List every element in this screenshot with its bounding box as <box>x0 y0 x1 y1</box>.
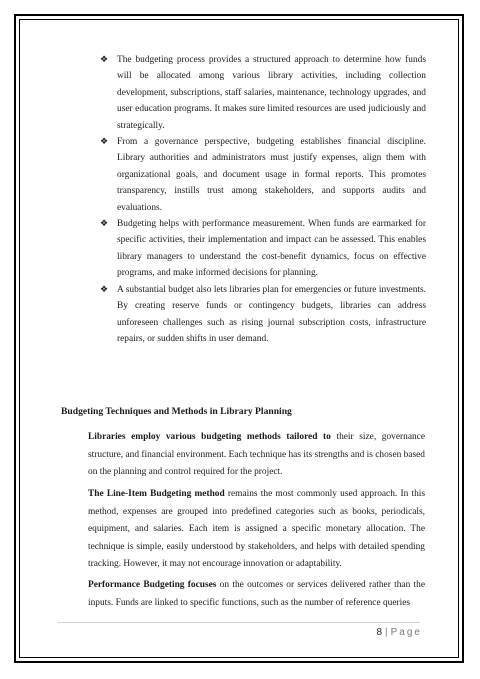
page-label: Page <box>390 627 422 638</box>
bullet-item <box>100 52 426 134</box>
paragraph <box>88 486 425 574</box>
diamond-bullet-icon: ❖ <box>100 219 109 230</box>
paragraph-body: on the outcomes or services delivered rather than the inputs. Funds are linked to specific functions, such as the number of reference queries <box>88 580 425 608</box>
bullet-item <box>100 216 426 282</box>
bullet-text: Budgeting helps with performance measurement. When funds are earmarked for specific activities, their implementation and impact can be assessed. This enables library managers to understand the cost-benefit dynamics, focus on effective programs, and make informed decisions for planning. <box>117 219 426 279</box>
paragraph-body: remains the most commonly used approach. In this method, expenses are grouped into predefined categories such as books, periodicals, equipment, and salaries. Each item is assigned a specific monetary allocation. The technique is simple, easily understood by stakeholders, and helps with detailed spending tracking. However, it may not encourage innovation or adaptability. <box>88 489 426 570</box>
bullet-text: The budgeting process provides a structured approach to determine how funds will be allocated among various library activities, including collection development, subscriptions, staff salaries, maintenance, technology upgrades, and user education programs. It makes sure limited resources are used judiciously and strategically. <box>117 55 426 131</box>
bullet-text: From a governance perspective, budgeting establishes financial discipline. Library authorities and administrators must justify expenses, align them with organizational goals, and document usage in formal reports. This promotes transparency, instills trust among stakeholders, and supports audits and evaluations. <box>117 137 426 213</box>
bullet-item <box>100 134 426 216</box>
bullet-list <box>100 52 426 347</box>
page-number: 8 <box>376 627 383 638</box>
bullet-text: A substantial budget also lets libraries plan for emergencies or future investments. By creating reserve funds or contingency budgets, libraries can address unforeseen challenges such as rising journal subscription costs, infrastructure repairs, or sudden shifts in user demand. <box>117 284 426 344</box>
diamond-bullet-icon: ❖ <box>100 55 109 65</box>
page-footer <box>376 627 422 639</box>
paragraph <box>88 577 425 612</box>
section-heading: Budgeting Techniques and Methods in Library Planning <box>61 406 292 417</box>
footer-divider <box>58 622 420 623</box>
paragraph-body: their size, governance structure, and financial environment. Each technique has its strengths and is chosen based on the planning and control required for the project. <box>88 432 425 478</box>
paragraph-lead: Performance Budgeting focuses <box>88 580 217 590</box>
diamond-bullet-icon: ❖ <box>100 137 109 148</box>
bullet-item <box>100 282 426 348</box>
paragraph-lead: The Line-Item Budgeting method <box>88 489 225 499</box>
footer-separator: | <box>385 627 388 638</box>
paragraph-lead: Libraries employ various budgeting methods tailored to <box>88 432 331 442</box>
diamond-bullet-icon: ❖ <box>100 284 109 295</box>
paragraph <box>88 429 425 482</box>
